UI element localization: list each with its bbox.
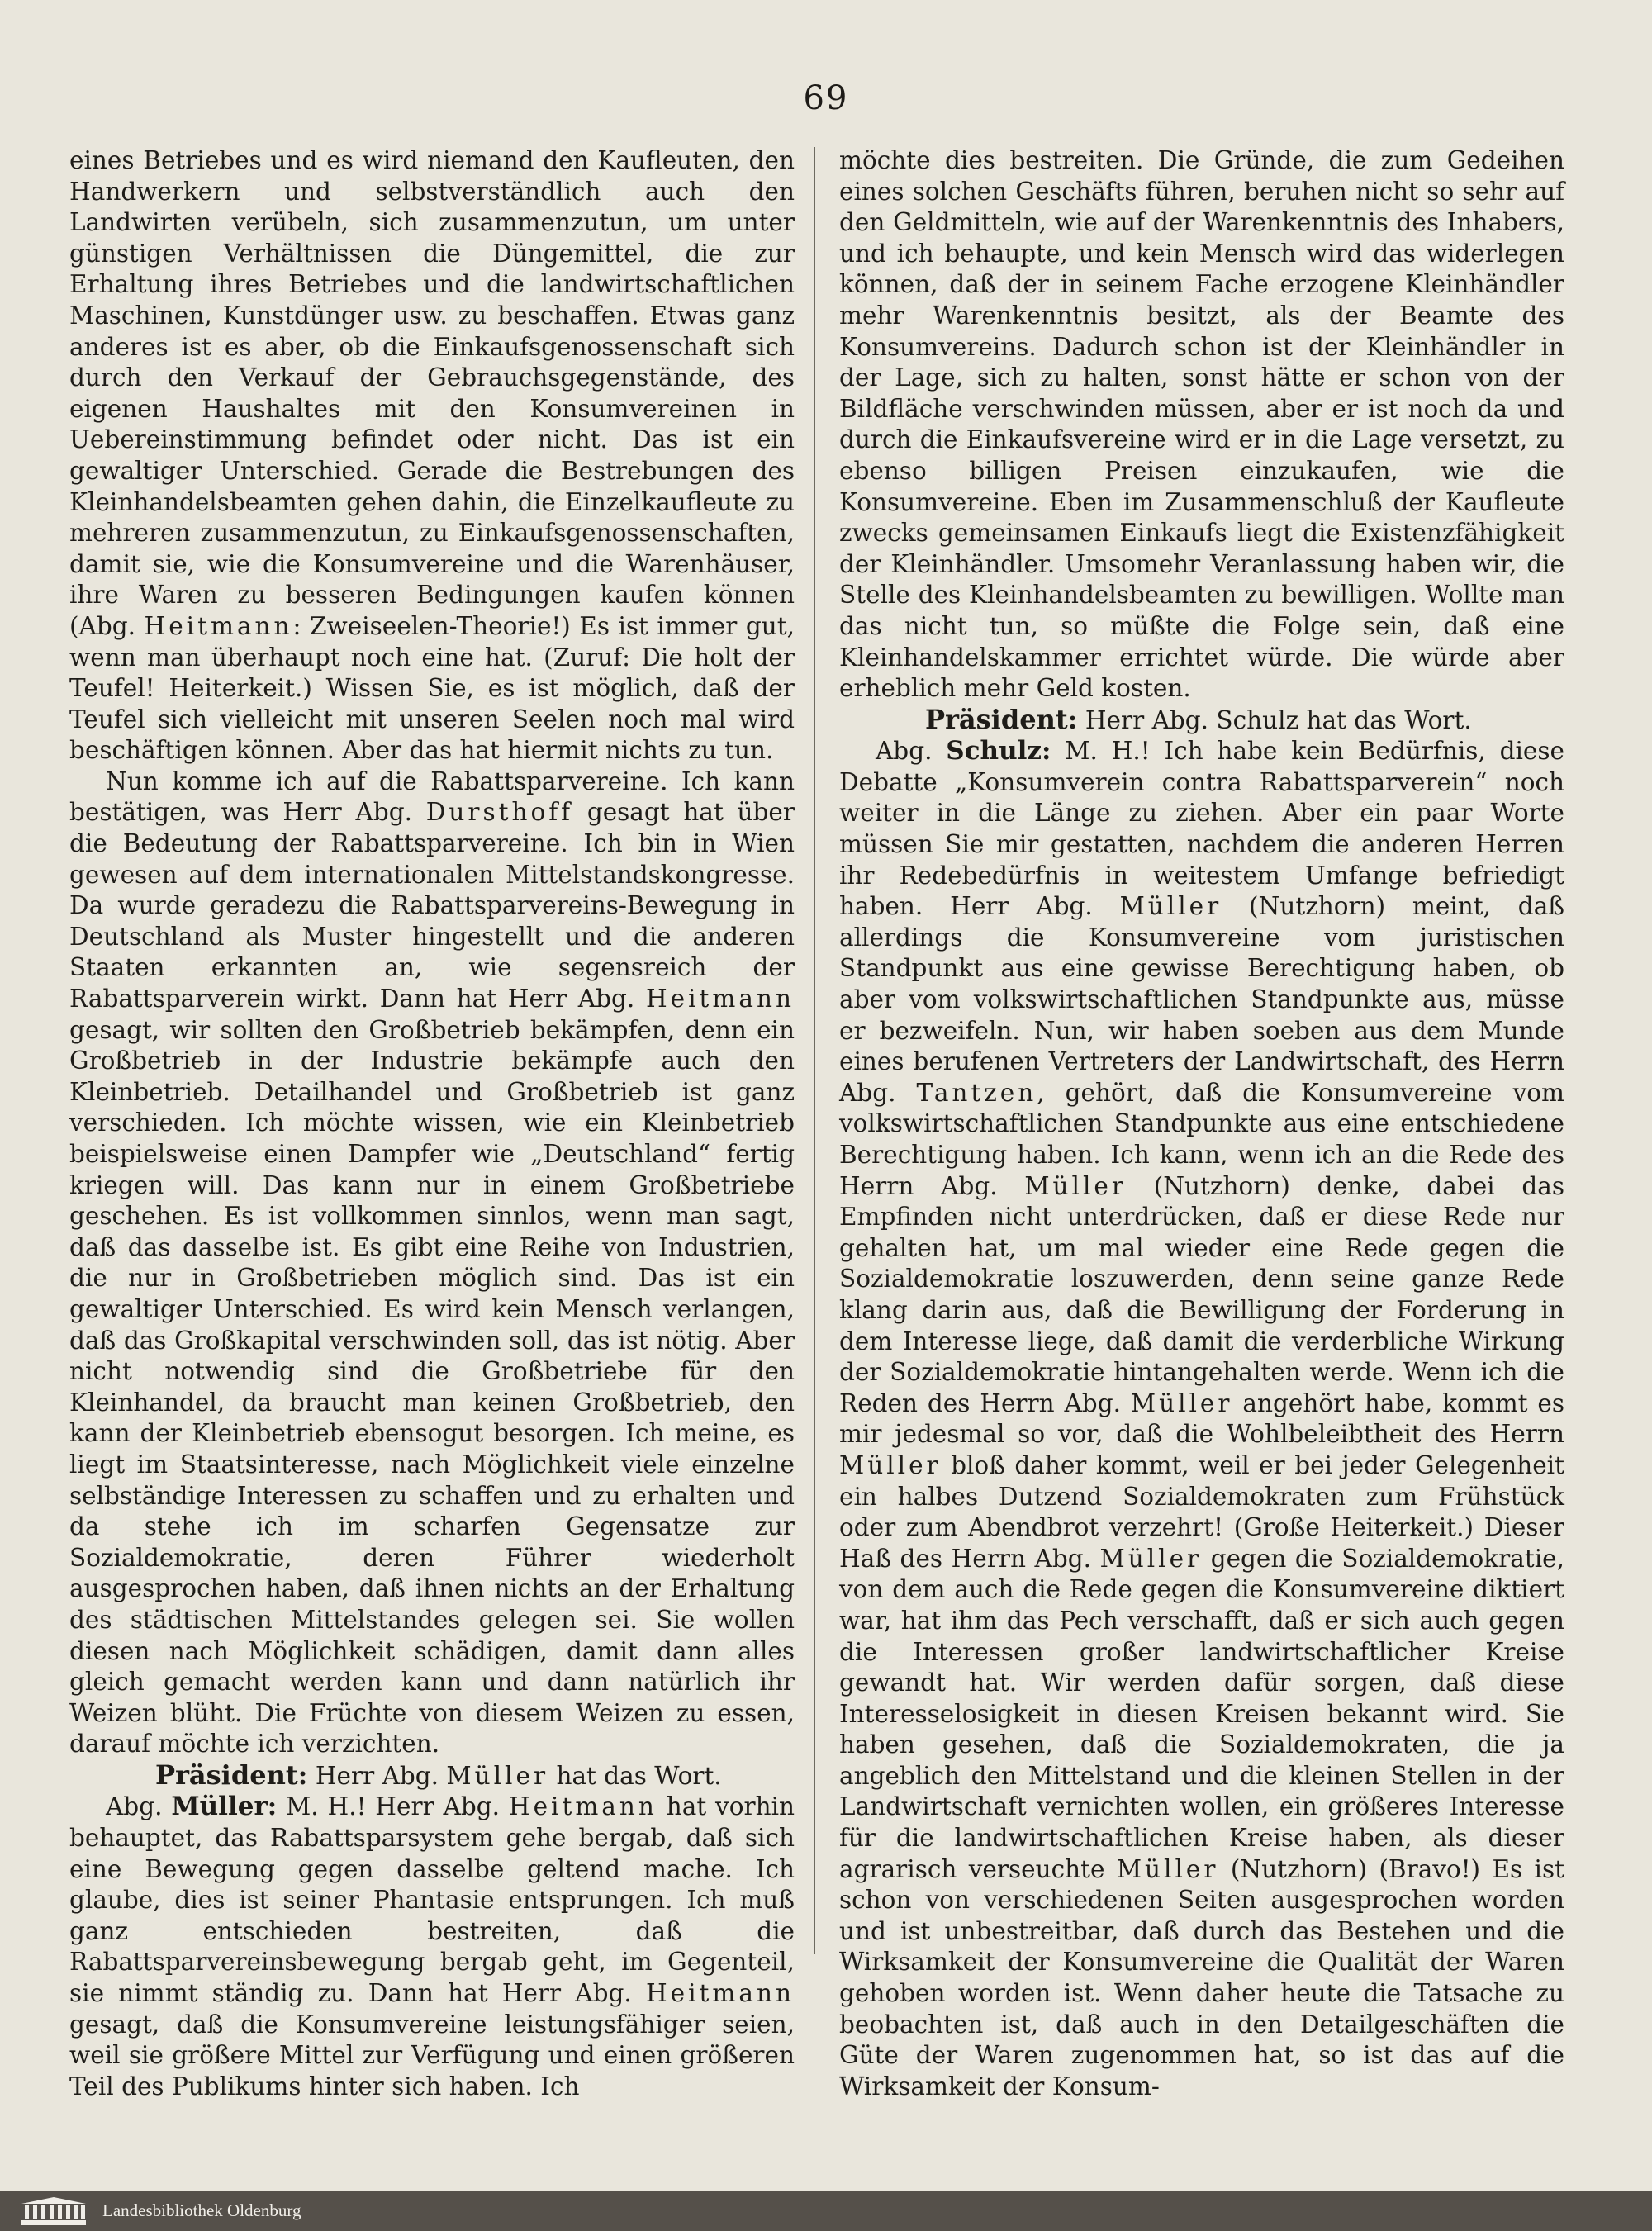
speaker-name: Heitmann — [508, 1792, 657, 1821]
speaker-name: Müller — [1024, 1171, 1127, 1200]
text-run: (Nutzhorn) (Bravo!) Es ist schon von verschiedenen Seiten ausgesprochen worden und ist unbestreitbar, daß durch das Bestehen und die Wirksamkeit der Konsumvereine die Qualität der Waren gehoben worden ist. Wenn daher heute die Tatsache zu beobachten ist, daß auch in den Detailgeschäften die Güte der Waren zugenommen hat, so ist das auf die Wirksamkeit der Konsum- — [839, 1854, 1564, 2100]
column-divider — [814, 147, 815, 1954]
text-run: hat vorhin behauptet, das Rabattsparsystem gehe bergab, daß sich eine Bewegung gegen dasselbe geltend mache. Ich glaube, dies ist seiner Phantasie entsprungen. Ich muß ganz entschieden bestreiten, daß die Rabattsparvereinsbewegung bergab geht, im Gegenteil, sie nimmt ständig zu. Dann hat Herr Abg. — [69, 1792, 795, 2008]
text-run: Abg. — [106, 1792, 163, 1821]
speaker-name: Heitmann — [645, 1979, 795, 2008]
speaker-name: Tantzen — [916, 1078, 1037, 1107]
speaker-name: Heitmann — [144, 611, 293, 640]
library-name: Landesbibliothek Oldenburg — [102, 2200, 301, 2220]
library-building-icon — [20, 2195, 88, 2227]
text-run: angehört habe, kommt es mir jedesmal so vor, daß die Wohlbeleibtheit des Herrn — [839, 1388, 1565, 1449]
speaker-label: Präsident: — [155, 1759, 308, 1791]
speaker-name: Müller: — [171, 1792, 278, 1822]
speaker-label: Präsident: — [925, 703, 1078, 735]
page-number: 69 — [803, 79, 849, 117]
text-run: M. H.! Herr Abg. — [286, 1792, 500, 1821]
text-run: (Nutzhorn) meint, daß allerdings die Konsumvereine vom juristischen Standpunkt aus eine gewisse Berechtigung haben, ob aber vom volkswirtschaftlichen Standpunkte aus, müsse er bezweifeln. Nun, wir haben soeben aus dem Munde eines berufenen Vertreters der Landwirtschaft, des Herrn Abg. — [839, 892, 1564, 1107]
text-run: hat das Wort. — [556, 1761, 722, 1790]
speaker-name: Müller — [839, 1450, 942, 1479]
text-run: M. H.! Ich habe kein Bedürfnis, diese Debatte „Konsumverein contra Rabattsparverein“ noch weiter in die Länge zu ziehen. Aber ein paar Worte müssen Sie mir gestatten, nachdem die anderen Herren ihr Redebedürfnis in weitestem Umfange befriedigt haben. Herr Abg. — [839, 737, 1564, 921]
text-run: Abg. — [876, 737, 933, 766]
text-run: bloß daher kommt, weil er bei jeder Gelegenheit ein halbes Dutzend Sozialdemokraten zum Frühstück oder zum Abendbrot verzehrt! (Große Heiterkeit.) Dieser Haß des Herrn Abg. — [839, 1450, 1564, 1573]
footer-bar — [0, 2191, 1652, 2231]
text-run: Nun komme ich auf die Rabattsparvereine. Ich kann bestätigen, was Herr Abg. — [69, 767, 795, 827]
left-column — [69, 145, 795, 2102]
text-run: Herr Abg. Schulz hat das Wort. — [1085, 705, 1472, 734]
text-run: : Zweiseelen-Theorie!) Es ist immer gut, wenn man überhaupt noch eine hat. (Zuruf: Die holt der Teufel! Heiterkeit.) Wissen Sie, es ist möglich, daß der Teufel sich vielleicht mit unseren Seelen noch mal wird beschäftigen können. Aber das hat hiermit nichts zu tun. — [69, 611, 795, 765]
text-run: gesagt hat über die Bedeutung der Rabattsparvereine. Ich bin in Wien gewesen auf dem internationalen Mittelstandskongresse. Da wurde geradezu die Rabattsparvereins-Bewegung in Deutschland als Muster hingestellt und die anderen Staaten erkannten an, wie segensreich der Rabattsparverein wirkt. Dann hat Herr Abg. — [69, 798, 795, 1013]
text-run: möchte dies bestreiten. Die Gründe, die zum Gedeihen eines solchen Geschäfts führen, beruhen nicht so sehr auf den Geldmitteln, wie auf der Warenkenntnis des Inhabers, und ich behaupte, und kein Mensch wird das widerlegen können, daß der in seinem Fache erzogene Kleinhändler mehr Warenkenntnis besitzt, als der Beamte des Konsumvereins. Dadurch schon ist der Kleinhändler in der Lage, sich zu halten, sonst hätte er schon von der Bildfläche verschwinden müssen, aber er ist noch da und durch die Einkaufsvereine wird er in die Lage versetzt, zu ebenso billigen Preisen einzukaufen, wie die Konsumvereine. Eben im Zusammenschluß der Kaufleute zwecks gemeinsamen Einkaufs liegt die Existenzfähigkeit der Kleinhändler. Umsomehr Veranlassung haben wir, die Stelle des Kleinhandelsbeamten zu bewilligen. Wollte man das nicht tun, so müßte die Folge sein, daß eine Kleinhandelskammer errichtet würde. Die würde aber erheblich mehr Geld kosten. — [839, 146, 1564, 703]
left-paragraph-2 — [69, 767, 795, 1760]
speaker-name: Müller — [1119, 892, 1222, 921]
speaker-name: Dursthoff — [425, 798, 574, 827]
left-paragraph-1 — [69, 145, 795, 767]
text-run: gesagt, daß die Konsumvereine leistungsfähiger seien, weil sie größere Mittel zur Verfügung und einen größeren Teil des Publikums hinter sich haben. Ich — [69, 2010, 795, 2100]
speaker-name: Müller — [1130, 1388, 1233, 1417]
text-run: (Nutzhorn) denke, dabei das Empfinden nicht unterdrücken, daß er diese Rede nur gehalten hat, um mal wieder eine Rede gegen die Sozialdemokratie loszuwerden, denn seine ganze Rede klang darin aus, daß die Bewilligung der Forderung in dem Interesse liege, daß damit die verderbliche Wirkung der Sozialdemokratie hintangehalten werde. Wenn ich die Reden des Herrn Abg. — [839, 1171, 1564, 1417]
speaker-name: Müller — [1116, 1854, 1219, 1883]
speaker-line-president-2 — [839, 705, 1564, 737]
speaker-name: Müller — [446, 1761, 549, 1790]
text-run: , gehört, daß die Konsumvereine vom volkswirtschaftlichen Standpunkte aus eine entschiedene Berechtigung haben. Ich kann, wenn ich an die Rede des Herrn Abg. — [839, 1078, 1564, 1200]
right-paragraph-2 — [839, 736, 1564, 2102]
text-run: Herr Abg. — [315, 1761, 439, 1790]
speaker-line-president-1 — [69, 1760, 795, 1792]
left-paragraph-3 — [69, 1792, 795, 2102]
speaker-name: Schulz: — [946, 736, 1051, 767]
right-paragraph-1 — [839, 145, 1564, 705]
speaker-name: Heitmann — [645, 985, 795, 1013]
right-column — [839, 145, 1564, 2102]
speaker-name: Müller — [1099, 1544, 1203, 1573]
text-run: eines Betriebes und es wird niemand den Kaufleuten, den Handwerkern und selbstverständlich auch den Landwirten verübeln, sich zusammenzutun, um unter günstigen Verhältnissen die Düngemittel, die zur Erhaltung ihres Betriebes und die landwirtschaftlichen Maschinen, Kunstdünger usw. zu beschaffen. Etwas ganz anderes ist es aber, ob die Einkaufsgenossenschaft sich durch den Verkauf der Gebrauchsgegenstände, des eigenen Haushaltes mit den Konsumvereinen in Uebereinstimmung befindet oder nicht. Das ist ein gewaltiger Unterschied. Gerade die Bestrebungen des Kleinhandelsbeamten gehen dahin, die Einzelkaufleute zu mehreren zusammenzutun, zu Einkaufsgenossenschaften, damit sie, wie die Konsumvereine und die Warenhäuser, ihre Waren zu besseren Bedingungen kaufen können (Abg. — [69, 146, 795, 640]
text-run: gesagt, wir sollten den Großbetrieb bekämpfen, denn ein Großbetrieb in der Industrie bekämpfe auch den Kleinbetrieb. Detailhandel und Großbetrieb ist ganz verschieden. Ich möchte wissen, wie ein Kleinbetrieb beispielsweise einen Dampfer wie „Deutschland“ fertig kriegen will. Das kann nur in einem Großbetriebe geschehen. Es ist vollkommen sinnlos, wenn man sagt, daß das dasselbe ist. Es gibt eine Reihe von Industrien, die nur in Großbetrieben möglich sind. Das ist ein gewaltiger Unterschied. Es wird kein Mensch verlangen, daß das Großkapital verschwinden soll, das ist nötig. Aber nicht notwendig sind die Großbetriebe für den Kleinhandel, da braucht man keinen Großbetrieb, den kann der Kleinbetrieb ebensogut besorgen. Ich meine, es liegt im Staatsinteresse, nach Möglichkeit viele einzelne selbständige Interessen zu schaffen und zu erhalten und da stehe ich im scharfen Gegensatze zur Sozialdemokratie, deren Führer wiederholt ausgesprochen haben, daß ihnen nichts an der Erhaltung des städtischen Mittelstandes gelegen sei. Sie wollen diesen nach Möglichkeit schädigen, damit dann alles gleich gemacht werden kann und dann natürlich ihr Weizen blüht. Die Früchte von diesem Weizen zu essen, darauf möchte ich verzichten. — [69, 1015, 795, 1759]
text-run: gegen die Sozialdemokratie, von dem auch die Rede gegen die Konsumvereine diktiert war, hat ihm das Pech verschafft, daß er sich auch gegen die Interessen großer landwirtschaftlicher Kreise gewandt hat. Wir werden dafür sorgen, daß diese Interesselosigkeit in diesen Kreisen bekannt wird. Sie haben gesehen, daß die Sozialdemokraten, die ja angeblich den Mittelstand und die kleinen Stellen in der Landwirtschaft vernichten wollen, ein größeres Interesse für die landwirtschaftlichen Kreise haben, als dieser agrarisch verseuchte — [839, 1544, 1564, 1883]
